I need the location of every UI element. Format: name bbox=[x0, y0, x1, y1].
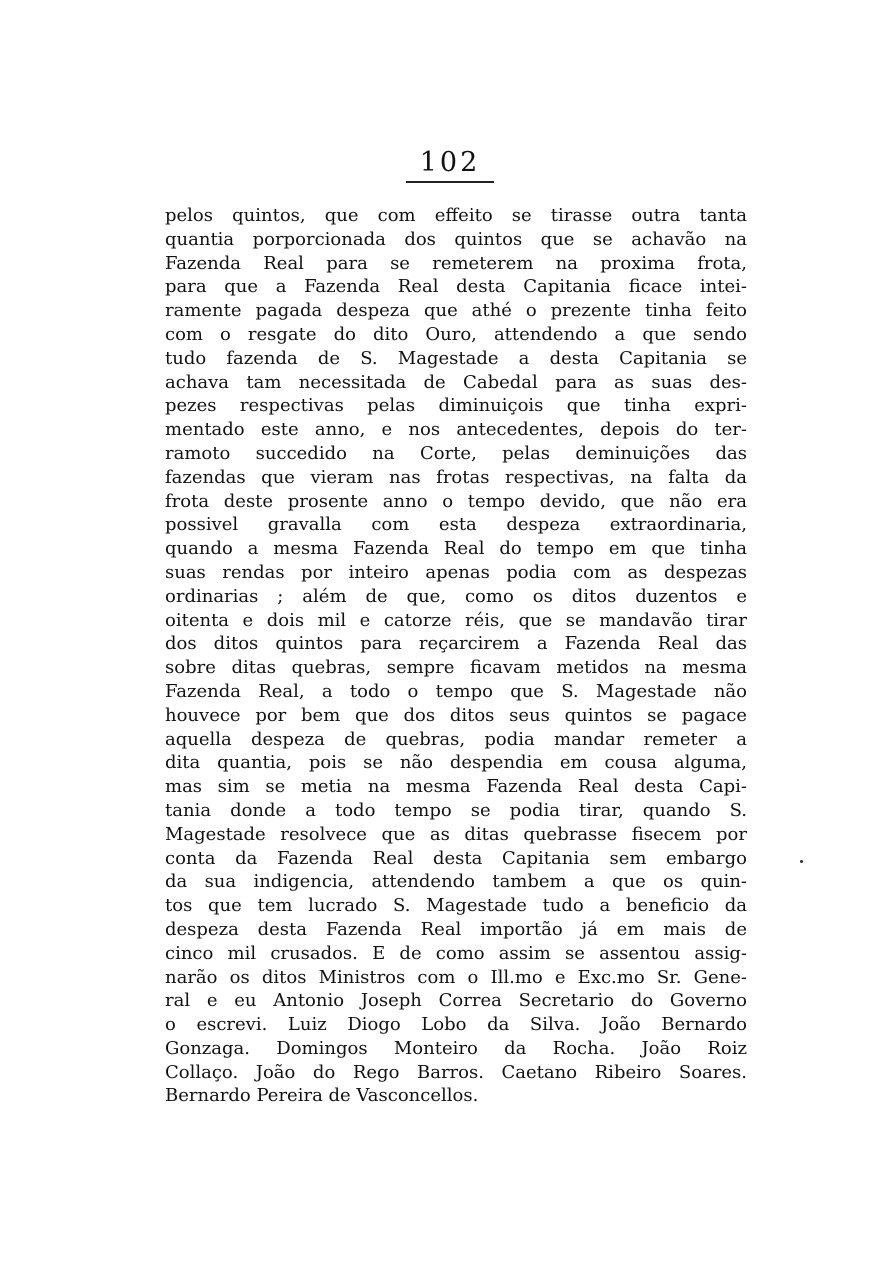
scan-speck bbox=[800, 860, 803, 863]
text-line: oitenta e dois mil e catorze réis, que se mandavão tirar bbox=[165, 609, 747, 631]
text-line: mentado este anno, e nos antecedentes, depois do ter- bbox=[165, 419, 747, 441]
text-line: sobre ditas quebras, sempre ficavam metidos na mesma bbox=[165, 657, 747, 679]
text-line: Bernardo Pereira de Vasconcellos. bbox=[165, 1085, 479, 1107]
text-line: dos ditos quintos para reçarcirem a Fazenda Real das bbox=[165, 633, 747, 655]
text-line: houvece por bem que dos ditos seus quintos se pagace bbox=[165, 704, 747, 726]
text-line: aquella despeza de quebras, podia mandar remeter a bbox=[165, 728, 747, 750]
page-number: 102 bbox=[419, 147, 481, 178]
text-line: ral e eu Antonio Joseph Correa Secretario do Governo bbox=[165, 990, 747, 1012]
text-line: quando a mesma Fazenda Real do tempo em que tinha bbox=[165, 538, 747, 560]
text-line: Gonzaga. Domingos Monteiro da Rocha. João Roiz bbox=[165, 1037, 747, 1059]
text-line: o escrevi. Luiz Diogo Lobo da Silva. João Bernardo bbox=[165, 1014, 747, 1036]
text-line: fazendas que vieram nas frotas respectivas, na falta da bbox=[165, 466, 747, 488]
text-line: para que a Fazenda Real desta Capitania ficace intei- bbox=[165, 276, 747, 298]
text-line: tos que tem lucrado S. Magestade tudo a beneficio da bbox=[165, 895, 747, 917]
text-line: ramente pagada despeza que athé o prezente tinha feito bbox=[165, 300, 747, 322]
text-line: Fazenda Real, a todo o tempo que S. Magestade não bbox=[165, 680, 747, 702]
text-line: quantia porporcionada dos quintos que se achavão na bbox=[165, 228, 747, 250]
text-line: mas sim se metia na mesma Fazenda Real desta Capi- bbox=[165, 776, 747, 798]
text-line: da sua indigencia, attendendo tambem a que os quin- bbox=[165, 871, 747, 893]
text-line: conta da Fazenda Real desta Capitania sem embargo bbox=[165, 847, 747, 869]
text-line: narão os ditos Ministros com o Ill.mo e Exc.mo Sr. Gene- bbox=[165, 966, 747, 988]
text-line: pezes respectivas pelas diminuiçois que tinha expri- bbox=[165, 395, 747, 417]
body-text bbox=[165, 204, 747, 1108]
text-line: com o resgate do dito Ouro, attendendo a que sendo bbox=[165, 323, 747, 345]
text-line: tudo fazenda de S. Magestade a desta Capitania se bbox=[165, 347, 747, 369]
text-line: Magestade resolvece que as ditas quebrasse fisecem por bbox=[165, 823, 747, 845]
text-line: suas rendas por inteiro apenas podia com as despezas bbox=[165, 561, 747, 583]
text-line: ramoto succedido na Corte, pelas deminuições das bbox=[165, 442, 747, 464]
text-line: frota deste prosente anno o tempo devido, que não era bbox=[165, 490, 747, 512]
text-line: despeza desta Fazenda Real importão já em mais de bbox=[165, 918, 747, 940]
text-line: Fazenda Real para se remeterem na proxima frota, bbox=[165, 252, 747, 274]
text-line: cinco mil crusados. E de como assim se assentou assig- bbox=[165, 942, 747, 964]
text-line: pelos quintos, que com effeito se tirasse outra tanta bbox=[165, 205, 747, 226]
page-number-rule bbox=[406, 181, 494, 183]
text-line: ordinarias ; além de que, como os ditos duzentos e bbox=[165, 585, 747, 607]
text-line: Collaço. João do Rego Barros. Caetano Ribeiro Soares. bbox=[165, 1061, 747, 1083]
text-line: possivel gravalla com esta despeza extraordinaria, bbox=[165, 514, 747, 536]
text-line: dita quantia, pois se não despendia em cousa alguma, bbox=[165, 752, 747, 774]
text-line: achava tam necessitada de Cabedal para as suas des- bbox=[165, 371, 747, 393]
text-line: tania donde a todo tempo se podia tirar, quando S. bbox=[165, 799, 747, 821]
